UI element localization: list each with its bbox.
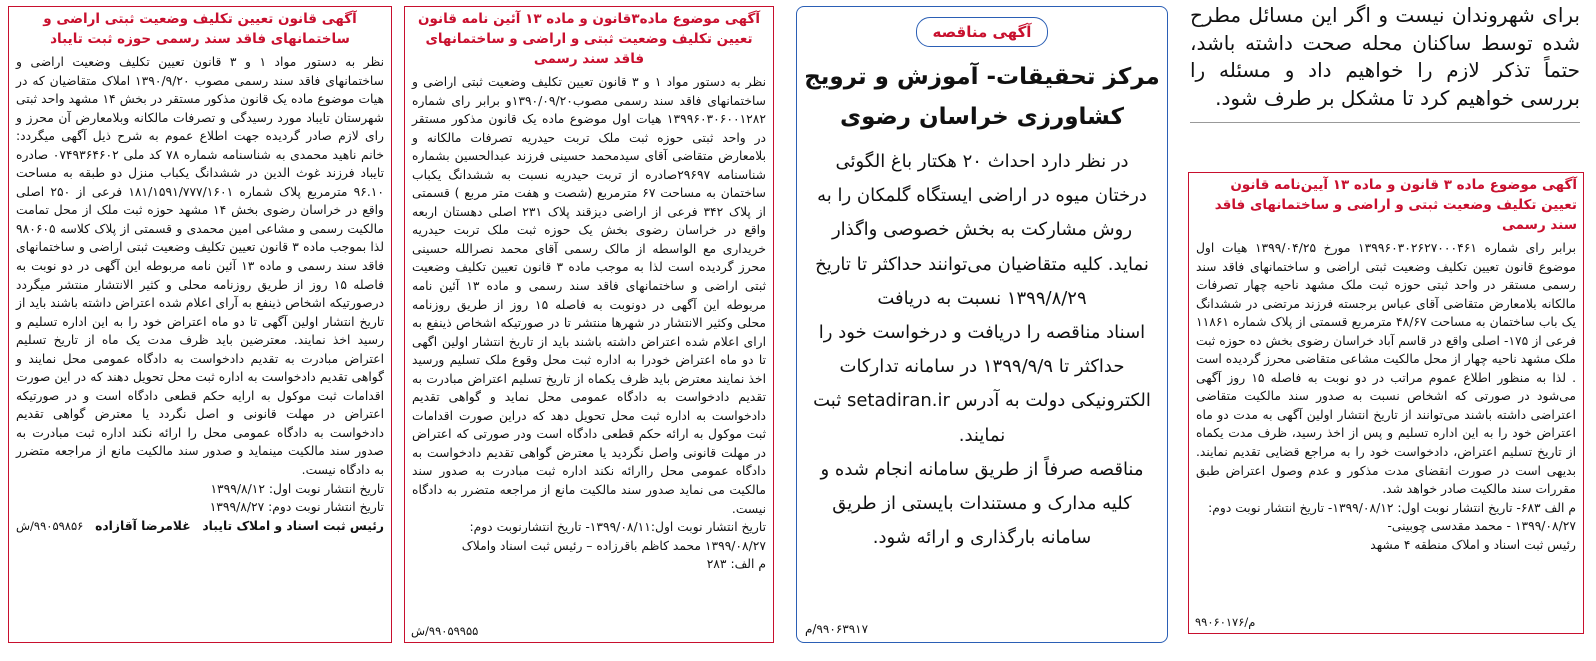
notice-footer [9, 480, 391, 536]
notice-title: آگهی قانون تعیین تکلیف وضعیت ثبتی اراضی و ساختمانهای فاقد سند رسمی حوزه ثبت تایباد [43, 11, 357, 47]
notice-code: ۹۹۰۵۹۸۵۶/ش [16, 518, 84, 533]
notice-code: ۹۹۰۵۹۹۵۵/ش [411, 624, 479, 638]
notice-date-first: تاریخ انتشار نوبت اول: ۱۳۹۹/۸/۱۲ [210, 481, 384, 496]
notice-ad-mashhad [1188, 172, 1584, 634]
notice-paragraph: نظر به دستور مواد ۱ و ۳ قانون تعیین تکلیف وضعیت اراضی و ساختمانهای فاقد سند رسمی مصوب ۱۳۹۰/۹/۲۰ املاک متقاضیان که در هیات موضوع ماده یک قانون مذکور مستقر در بخش ۱۴ مشهد واحد ثبتی شهرستان تایباد مورد رسیدگی و تصرفات مالکانه وبلامعارض آن محرز و رای لازم صادر گردیده جهت اطلاع عموم به شرح ذیل آگهی میگردد: خانم ناهید محمدی به شناسنامه شماره ۷۸ کد ملی ۰۷۴۹۳۶۴۶۰۲ صادره تایباد فرزند غوث الدین در ششدانگ یکباب منزل دو طبقه به مساحت ۹۶.۱۰ مترمربع پلاک شماره ۱۸۱/۱۵۹۱/۷۷۷/۱۶۰۱ فرعی از ۲۵۰ اصلی واقع در خراسان رضوی بخش ۱۴ مشهد حوزه ثبت ملک از محل تمامت مالکیت رسمی و مشاعی امین محمدی و قسمتی از پلاک کلاسه ۹۸۰۶۰۵ لذا بموجب ماده ۳ قانون تعیین تکلیف وضعیت ثبتی اراضی و ساختمانهای فاقد سند رسمی و ماده ۱۳ آئین نامه مربوطه این آگهی در دو نوبت به فاصله ۱۵ روز از طریق روزنامه محلی و کثیر الانتشار منتشر میگردد درصورتیکه اشخاص ذینفع به آرای اعلام شده اعتراض داشته باشند باید از تاریخ انتشار اولین آگهی تا دو ماه اعتراض خود را به این اداره تسلیم و رسید اخذ نمایند. معترضین باید ظرف مدت یک ماه از تاریخ تسلیم اعتراض مبادرت به تقدیم دادخواست به دادگاه عمومی محل نمایند و گواهی تقدیم دادخواست به اداره ثبت محل تحویل دهند که در این صورت اقدامات ثبت موکول به ارایه حکم قطعی دادگاه است و در صورتیکه اعتراض در مهلت قانونی و اصل نگردد یا معترض گواهی تقدیم دادخواست به دادگاه عمومی محل را ارائه نکند اداره ثبت مبادرت به صدور سند مالکیت مینماید و صدور سند مالکیت مانع از مراجعه متضرر به دادگاه نیست. [16, 55, 385, 478]
notice-paragraph: برابر رای شماره ۱۳۹۹۶۰۳۰۲۶۲۷۰۰۰۴۶۱ مورخ ۱۳۹۹/۰۴/۲۵ هیات اول موضوع قانون تعیین تکلیف وضعیت ثبتی اراضی و ساختمانهای فاقد سند رسمی مستقر در واحد ثبتی حوزه ثبت ملک مشهد ناحیه چهار تصرفات مالکانه بلامعارض متقاضی آقای عباس برجسته فرزند مرتضی در ششدانگ یک باب ساختمان به مساحت ۴۸/۶۷ مترمربع قسمتی از پلاک شماره ۱۱۸۶۱ فرعی از ۱۷۵- اصلی واقع در قاسم آباد خراسان رضوی بخش ده حوزه ثبت ملک مشهد ناحیه چهار از محل مالکیت مشاعی متقاضی محرز گردیده است . لذا به منظور اطلاع عموم مراتب در دو نوبت به فاصله ۱۵ روز آگهی می‌شود در صورتی که اشخاص نسبت به صدور سند مالکیت متقاضی اعتراضی داشته باشند می‌توانند از تاریخ انتشار اولین آگهی به مدت دو ماه اعتراض خود را به این اداره تسلیم و پس از اخذ رسید، ظرف مدت یکماه از تاریخ تسلیم اعتراض، دادخواست خود را به مراجع قضایی تقدیم نمایند. بدیهی است در صورت انقضای مدت مذکور و عدم وصول اعتراض طبق مقررات سند مالکیت صادر خواهد شد. [1196, 241, 1577, 497]
tender-code: ۹۹۰۶۳۹۱۷/م [805, 622, 869, 636]
article-column [1182, 0, 1588, 629]
notice-paragraph: نظر به دستور مواد ۱ و ۳ قانون تعیین تکلیف وضعیت ثبتی اراضی و ساختمانهای فاقد سند رسمی مصوب۱۳۹۰/۰۹/۲۰و برابر رای شماره ۱۳۹۹۶۰۳۰۶۰۰۱۲۸۲ هیات اول موضوع ماده یک قانون مذکور مستقر در واحد ثبتی حوزه ثبت ملک تربت حیدریه تصرفات مالکانه و بلامعارض متقاضی آقای سیدمحمد حسینی فرزند عبدالحسین بشماره شناسنامه ۲۹۶۹۷صادره از تربت حیدریه نسبت به ششدانگ یکباب ساختمان به مساحت ۶۷ مترمربع (شصت و هفت متر مربع ) قسمتی از پلاک ۳۴۲ فرعی از اراضی دیزقند پلاک ۲۳۱ اصلی دهستان اربعه واقع در خراسان رضوی بخش یک حوزه ثبت ملک تربت حیدریه خریداری مع الواسطه از مالک رسمی آقای محمد نصرالله حسینی محرز گردیده است لذا به موجب ماده ۳ قانون تعیین تکلیف وضعیت ثبتی اراضی و ساختمانهای فاقد سند رسمی و ماده ۱۳ آئین نامه مربوطه این آگهی در دونوبت به فاصله ۱۵ روز از طریق روزنامه محلی وکثیر الانتشار در شهرها منتشر تا در صورتیکه اشخاص ذینفع به ارای اعلام شده اعتراض داشته باشند باید از تاریخ انتشار اولین اگهی تا دو ماه اعتراض خودرا به اداره ثبت محل وقوع ملک تسلیم ورسید اخذ نمایند معترض باید ظرف یکماه از تاریخ تسلیم اعتراض مبادرت به تقدیم دادخواست به دادگاه عمومی محل نماید و گواهی تقدیم دادخواست به اداره ثبت محل تحویل دهد که دراین صورت اقدامات ثبت موکول به ارائه حکم قطعی دادگاه است ودر صورتی که اعتراض در مهلت قانونی واصل نگردید یا معترض گواهی تقدیم دادخواست به دادگاه عمومی محل راارائه نکند اداره ثبت مبادرت به صدور سند مالکیت می نماید صدور سند مالکیت مانع از مراجعه متضرر به دادگاه نیست. [412, 75, 767, 516]
notice-signature-title: رئیس ثبت اسناد و املاک تایباد [202, 518, 384, 533]
notice-title: آگهی موضوع ماده۳قانون و ماده ۱۳ آئین نامه قانون تعیین تکلیف وضعیت ثبتی و اراضی و ساختمانهای فاقد سند رسمی [418, 11, 760, 67]
notice-dates: تاریخ انتشار نوبت اول:۱۳۹۹/۰۸/۱۱- تاریخ انتشارنوبت دوم: ۱۳۹۹/۰۸/۲۷ محمد کاظم باقرزاده – رئیس ثبت اسناد واملاک [461, 520, 766, 553]
tender-paragraph-2: اسناد مناقصه را دریافت و درخواست خود را حداکثر تا ۱۳۹۹/۹/۹ در سامانه تدارکات الکترونیکی دولت به آدرس setadiran.ir ثبت نمایند. [813, 322, 1151, 446]
notice-dates: م الف ۶۸۳- تاریخ انتشار نوبت اول: ۱۳۹۹/۰۸/۱۲- تاریخ انتشار نوبت دوم: ۱۳۹۹/۰۸/۲۷ - محمد مقدسی چوبینی- [1208, 500, 1576, 534]
notice-signature-name: غلامرضا آقازاده [95, 518, 191, 533]
tender-ad [796, 6, 1168, 643]
column-divider [1190, 122, 1580, 123]
tender-badge: آگهی مناقصه [916, 17, 1048, 47]
notice-body [405, 73, 773, 518]
notice-date-second: تاریخ انتشار نوبت دوم: ۱۳۹۹/۸/۲۷ [209, 500, 384, 515]
notice-signature-row [16, 517, 384, 536]
notice-footer [405, 518, 773, 574]
notice-ad-taybad [8, 6, 392, 643]
tender-body [797, 145, 1167, 555]
tender-paragraph-1: در نظر دارد احداث ۲۰ هکتار باغ الگوئی درختان میوه در اراضی ایستگاه گلمکان را به روش مشارکت به بخش خصوصی واگذار نماید. کلیه متقاضیان می‌توانند حداکثر تا تاریخ ۱۳۹۹/۸/۲۹ نسبت به دریافت [815, 151, 1149, 309]
article-text: برای شهروندان نیست و اگر این مسائل مطرح شده توسط ساکنان محله صحت داشته باشد، حتماً تذکر لازم را خواهیم داد و مسئله را بررسی خواهیم کرد تا مشکل بر طرف شود. [1190, 3, 1580, 110]
notice-ad-torbat [404, 6, 774, 643]
notice-signature: رئیس ثبت اسناد و املاک منطقه ۴ مشهد [1370, 537, 1576, 552]
notice-body [1189, 239, 1583, 499]
notice-title: آگهی موضوع ماده ۳ قانون و ماده ۱۳ آیین‌نامه قانون تعیین تکلیف وضعیت ثبتی و اراضی و ساختمانهای فاقد سند رسمی [1214, 177, 1577, 233]
notice-reference: م الف: ۲۸۳ [706, 557, 766, 572]
tender-organization: مرکز تحقیقات- آموزش و ترویج کشاورزی خراسان رضوی [804, 64, 1160, 130]
tender-paragraph-3: مناقصه صرفاً از طریق سامانه انجام شده و کلیه مدارک و مستندات بایستی از طریق سامانه بارگذاری و ارائه شود. [820, 458, 1144, 549]
notice-footer [1189, 499, 1583, 555]
notice-body [9, 53, 391, 480]
notice-code: م/۹۹۰۶۰۱۷۶ [1195, 615, 1256, 629]
